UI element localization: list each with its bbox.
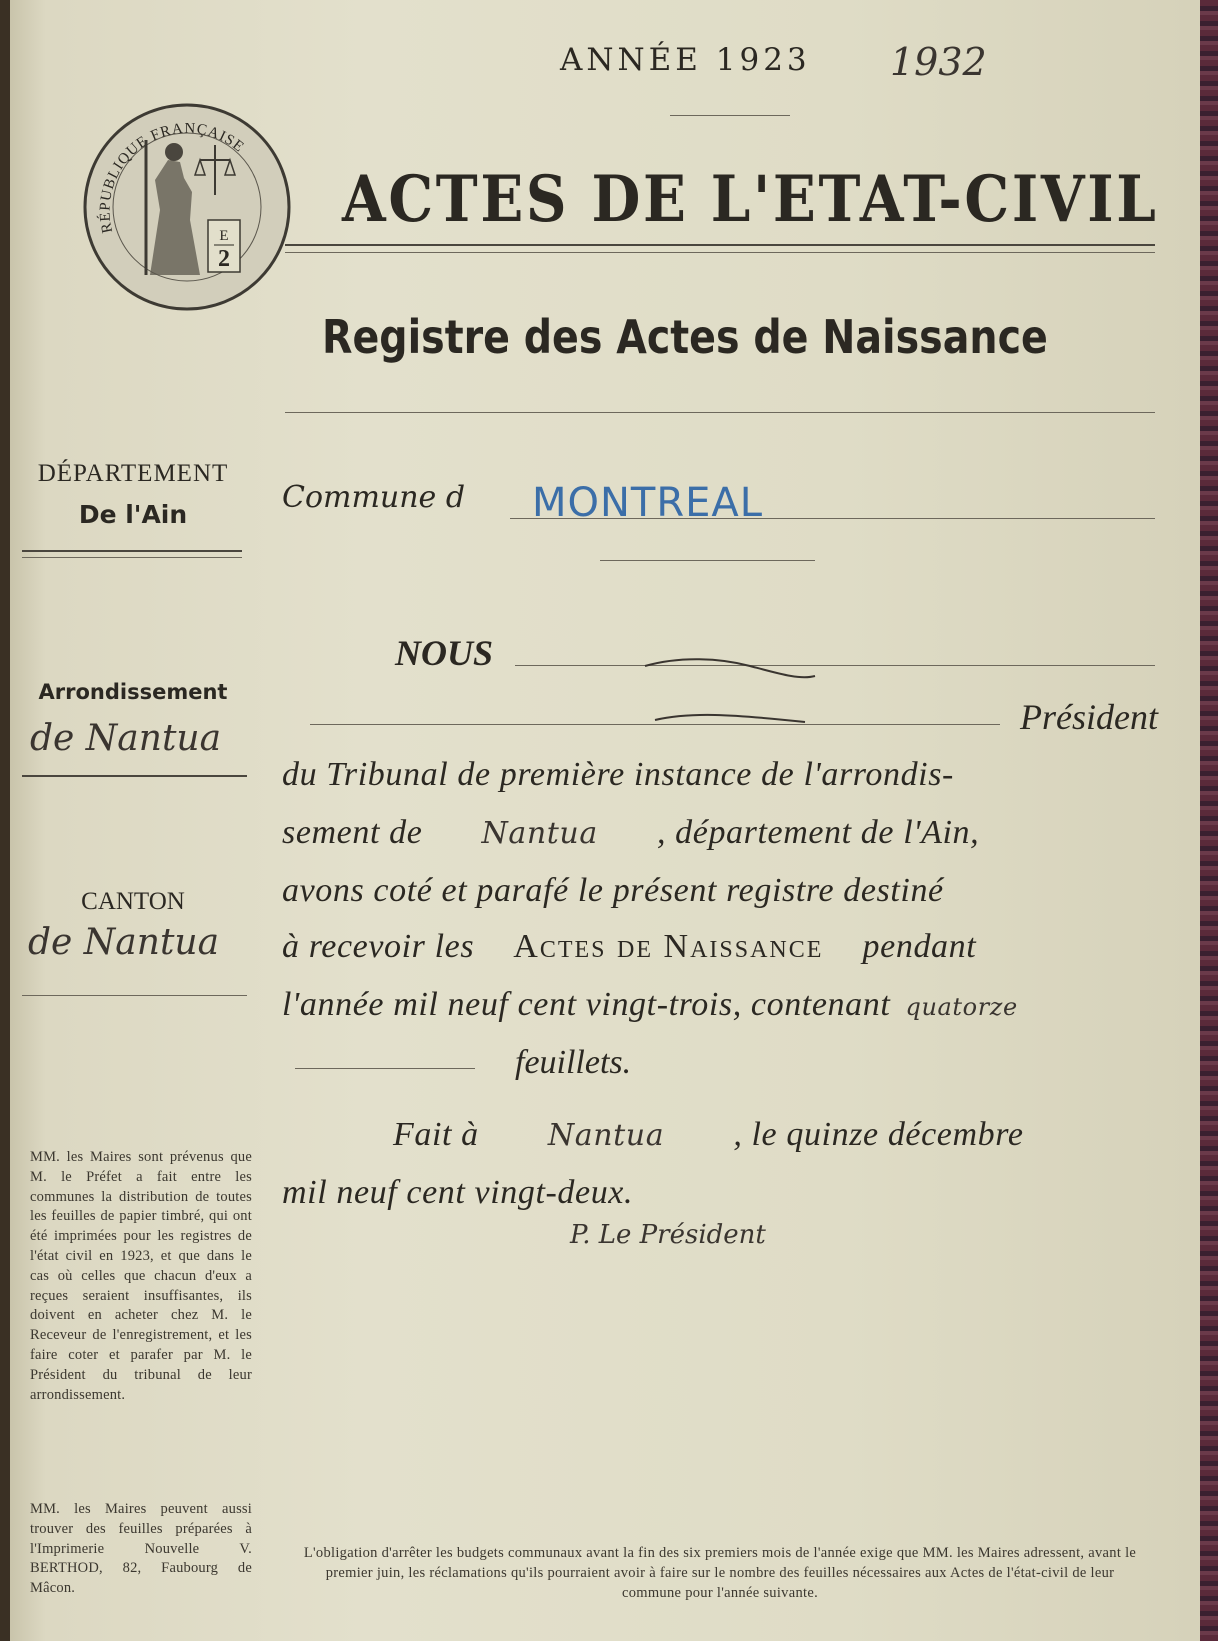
republique-seal	[80, 100, 295, 315]
nous-label: NOUS	[395, 633, 494, 673]
president-label: Président	[1020, 697, 1158, 737]
left-divider	[22, 550, 242, 552]
page-title: ACTES DE L'ETAT-CIVIL	[342, 162, 1159, 237]
divider	[670, 115, 790, 116]
commune-line	[510, 518, 1155, 519]
body-text: sement de	[282, 814, 423, 851]
name-line	[515, 665, 1155, 666]
handwritten-town: Nantua	[547, 1118, 665, 1153]
binding-edge	[1200, 0, 1218, 1641]
left-divider-thin	[22, 557, 242, 558]
body-text: à recevoir les	[282, 928, 475, 965]
body-text: pendant	[862, 928, 977, 965]
commune-label: Commune d	[282, 480, 466, 515]
handwritten-count: quatorze	[905, 993, 1018, 1021]
title-divider-thin	[285, 252, 1155, 253]
footer-note: L'obligation d'arrêter les budgets communaux avant la fin des six premiers mois de l'année exige que MM. les Maires adressent, avant le premier juin, les réclamations qu'ils pourraient avoir à faire sur le nombre des feuilles nécessaires aux Actes de l'état-civil de leur commune pour l'année suivante.	[303, 1545, 1137, 1601]
body-text: Fait à	[393, 1116, 479, 1153]
divider	[295, 1068, 475, 1069]
department-label: DÉPARTEMENT	[37, 460, 229, 487]
seal-value: 2	[218, 246, 230, 272]
body-line-4	[282, 928, 1152, 966]
body-line-5	[282, 986, 1152, 1024]
mayors-notice: MM. les Maires sont prévenus que M. le Préfet a fait entre les communes la distribution de toutes les feuilles de papier timbré, qui ont été imprimées pour les registres de l'état civil en 1923, et que dans le cas où celles que chacun d'eux a reçues seraient insuffisantes, ils doivent en acheter chez M. le Receveur de l'enregistrement, et les faire coter et parafer par M. le Président du tribunal de leur arrondissement.	[30, 1149, 252, 1403]
seal-text: RÉPUBLIQUE FRANÇAISE	[97, 120, 248, 235]
fait-line	[393, 1116, 1153, 1154]
title-divider	[285, 244, 1155, 246]
year-handwritten: 1932	[890, 40, 987, 84]
date-line: mil neuf cent vingt-deux.	[282, 1174, 634, 1211]
register-page	[10, 0, 1200, 1641]
seal-fraction: E	[219, 228, 229, 244]
handwritten-dash	[640, 648, 820, 688]
department-value: De l'Ain	[78, 500, 188, 529]
body-line-2	[282, 814, 1152, 852]
body-line-1: du Tribunal de première instance de l'arrondis-	[282, 756, 954, 793]
subtitle-divider	[285, 412, 1155, 413]
president-signature: P. Le Président	[570, 1220, 766, 1250]
left-divider	[22, 995, 247, 996]
body-line-3: avons coté et parafé le présent registre destiné	[282, 872, 944, 909]
handwritten-town: Nantua	[481, 816, 598, 851]
register-subtitle: Registre des Actes de Naissance	[322, 310, 1048, 364]
divider	[600, 560, 815, 561]
canton-label: CANTON	[81, 888, 185, 915]
feuillets-label: feuillets.	[515, 1044, 632, 1081]
commune-stamp: MONTREAL	[532, 480, 764, 526]
body-text: , département de l'Ain,	[656, 814, 980, 851]
body-text: , le quinze décembre	[733, 1116, 1024, 1153]
seal-stamp-icon	[80, 100, 295, 315]
arrondissement-label: Arrondissement	[38, 680, 228, 704]
printer-notice: MM. les Maires peuvent aussi trouver des feuilles préparées à l'Imprimerie Nouvelle V. BERTHOD, 82, Faubourg de Mâcon.	[30, 1501, 252, 1597]
year-printed: ANNÉE 1923	[560, 42, 811, 78]
canton-value: de Nantua	[28, 922, 220, 963]
body-text: l'année mil neuf cent vingt-trois, contenant	[282, 986, 891, 1023]
handwritten-dash	[650, 706, 810, 736]
body-smallcaps: Actes de Naissance	[513, 928, 824, 965]
left-divider	[22, 775, 247, 777]
arrondissement-value: de Nantua	[30, 718, 222, 759]
